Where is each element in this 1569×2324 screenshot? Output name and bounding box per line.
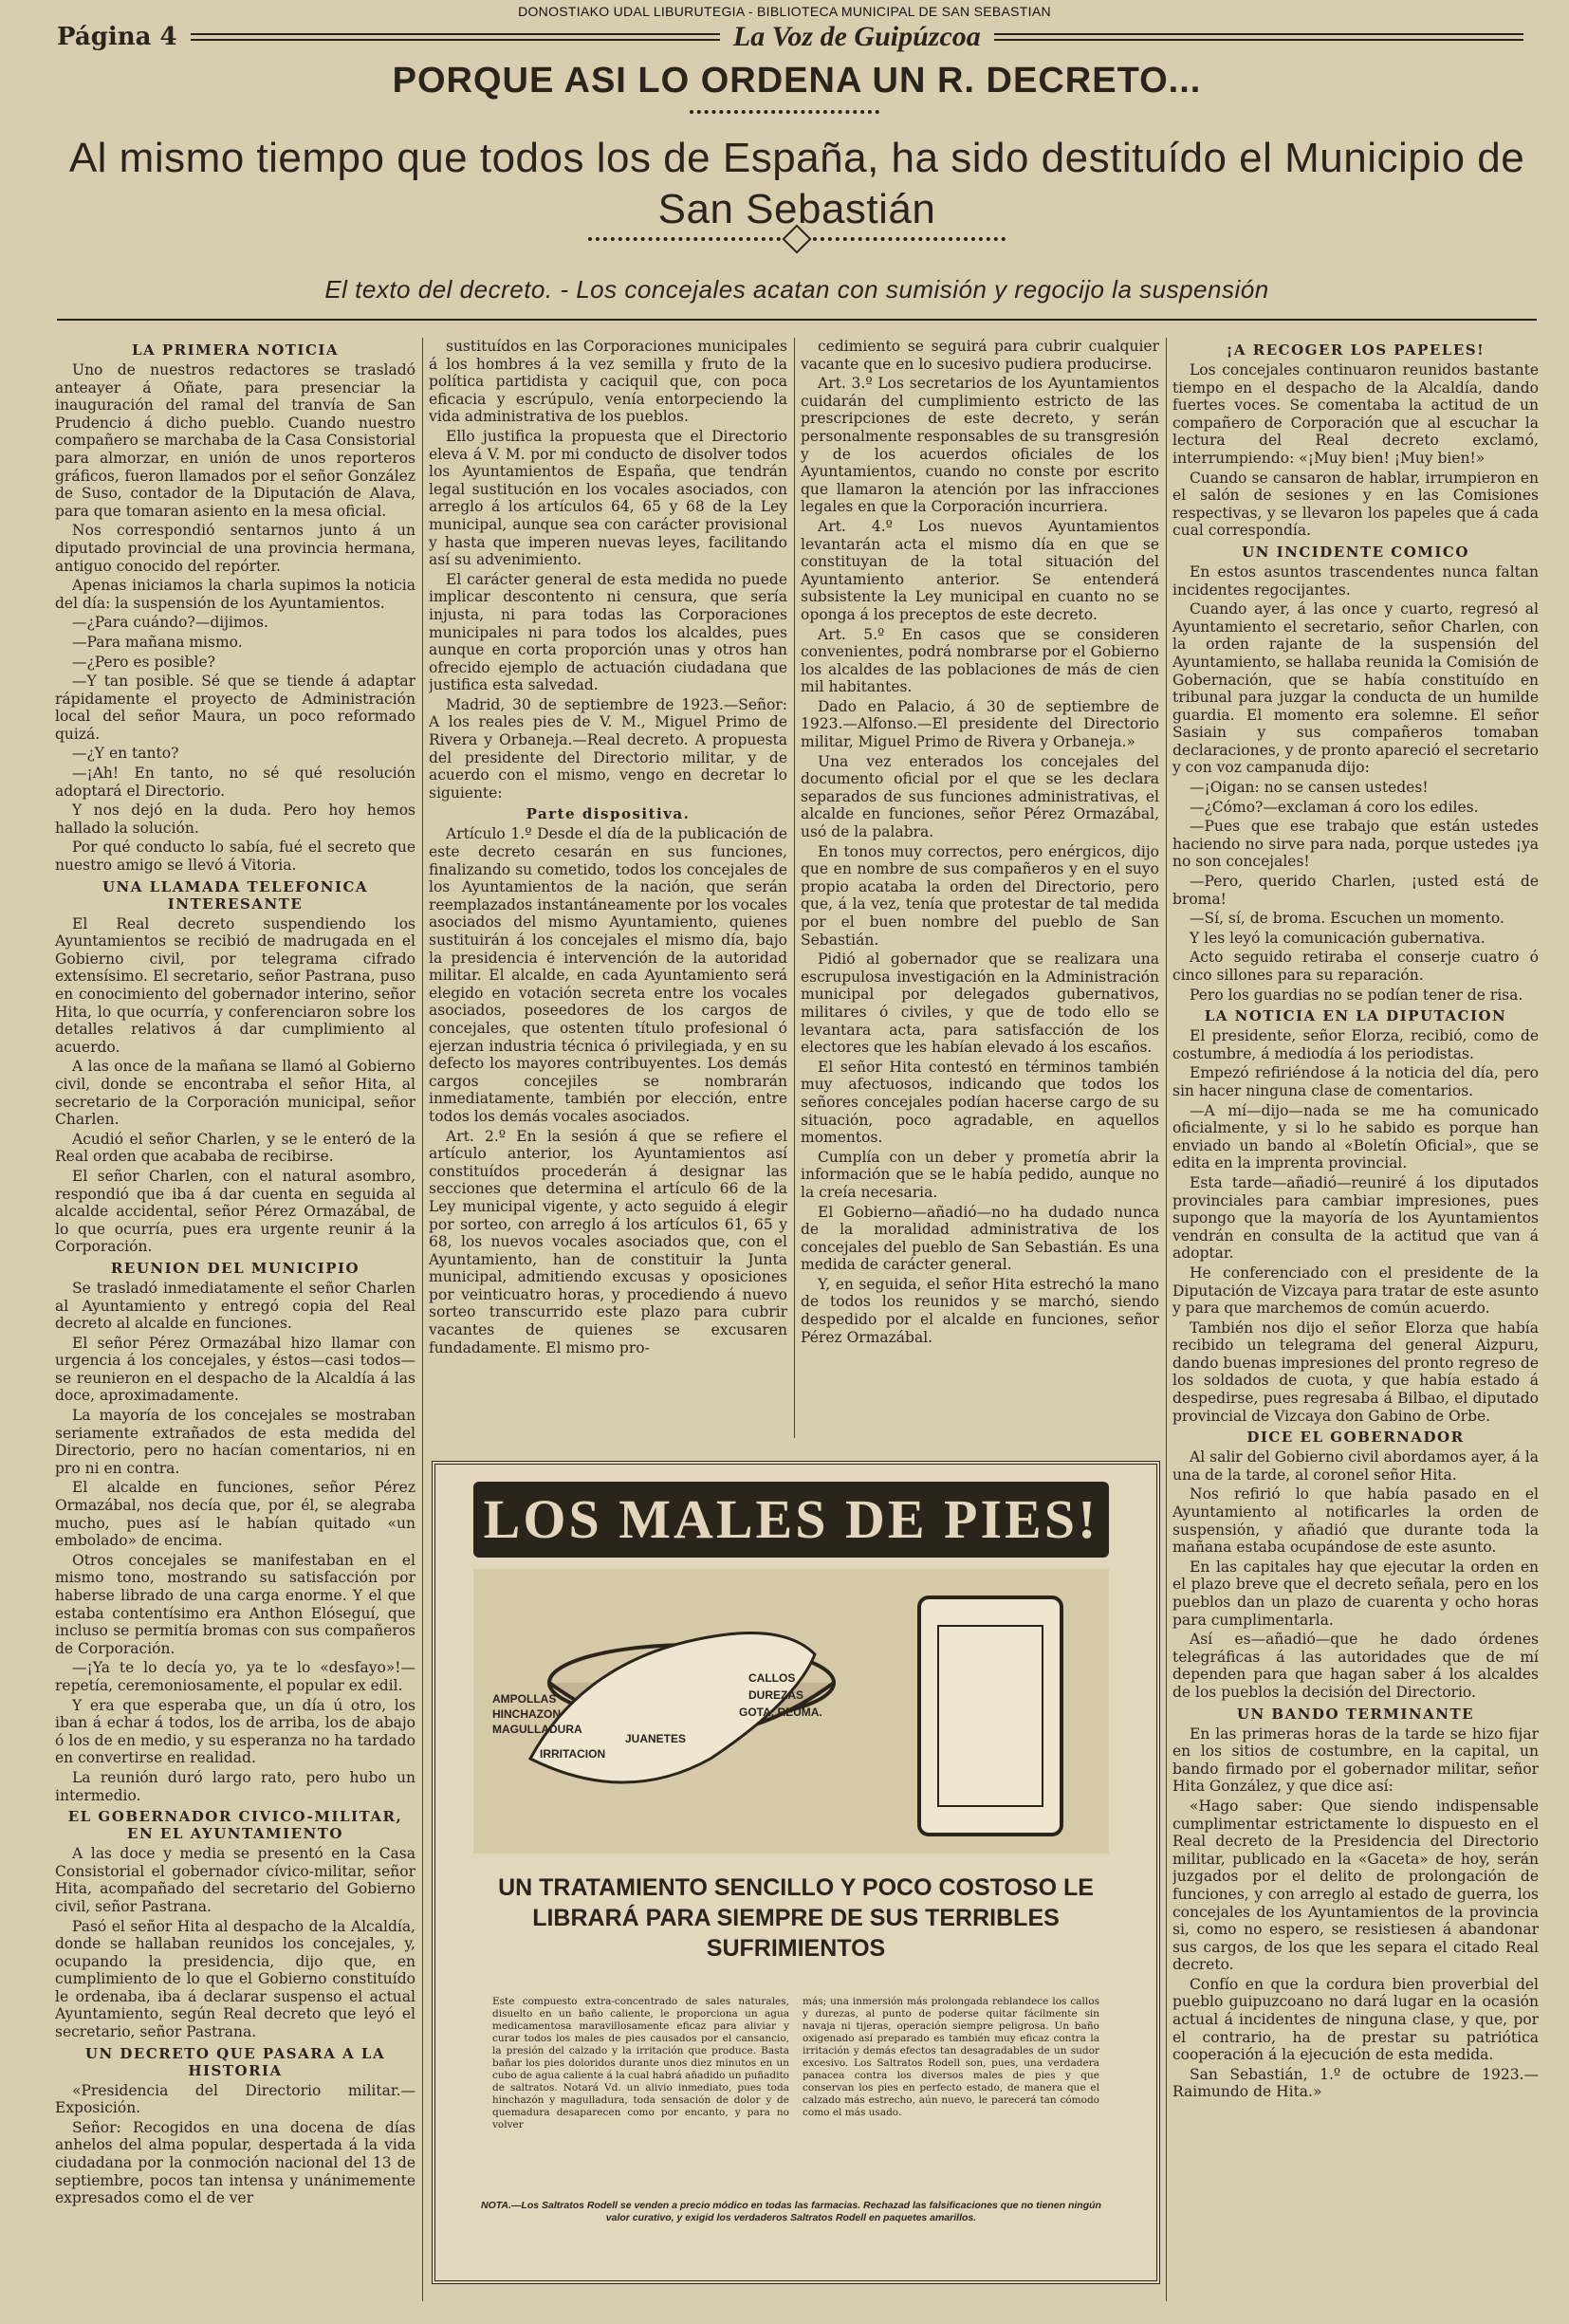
paragraph: —A mí—dijo—nada se me ha comunicado oficialmente, y si lo he sabido es porque han enviado un bando al «Boletín Oficial», que se edita en la imprenta provincial. — [1172, 1101, 1539, 1172]
ad-banner: LOS MALES DE PIES! — [473, 1482, 1109, 1558]
paragraph: Señor: Recogidos en una docena de días anhelos del alma popular, despertada á la vida ciudadana por la conmoción nacional del 13 de septiembre, pocos tan intensa y unánimemente expresados como el de ver — [55, 2118, 415, 2207]
paragraph: En tonos muy correctos, pero enérgicos, dijo que en nombre de sus compañeros y en el suyo propio acataba la orden del Directorio, pero que, á la vez, tenía que protestar de tal medida por el buen nombre del pueblo de San Sebastián. — [801, 842, 1159, 949]
paragraph: Acudió el señor Charlen, y se le enteró de la Real orden que acababa de recibirse. — [55, 1130, 415, 1166]
paragraph: Cumplía con un deber y prometía abrir la información que se le había pedido, aunque no la creía necesaria. — [801, 1148, 1159, 1201]
paragraph: sustituídos en las Corporaciones municipales á los hombres á la vez semilla y fruto de la política partidista y caciquil que, con poca eficacia y escrúpulo, venía entorpeciendo la vida administrativa de los pueblos. — [429, 338, 787, 426]
paragraph: Esta tarde—añadió—reuniré á los diputados provinciales para cambiar impresiones, pues supongo que la mayoría de los Ayuntamientos vendrán en consulta de la actitud que van á adoptar. — [1172, 1173, 1539, 1263]
ornament-divider — [588, 233, 1006, 245]
section-heading: LA NOTICIA EN LA DIPUTACION — [1204, 1007, 1507, 1025]
column-divider — [422, 338, 423, 2301]
paragraph: Art. 2.º En la sesión á que se refiere el artículo anterior, los Ayuntamientos así constituídos procederán á designar las secciones que determina el artículo 66 de la Ley municipal vigente, y acto seguido á elegir por sorteo, con arreglo á los artículos 61, 65 y 68, los nuevos vocales asociados que, con el Ayuntamiento, han de constituir la Junta municipal, admitiendo excusas y oposiciones por veinticuatro horas, y procediendo á nuevo sorteo transcurrido este plazo para cubrir vacantes de quienes se excusaren fundadamente. El mismo pro- — [429, 1127, 787, 1356]
paragraph: El presidente, señor Elorza, recibió, como de costumbre, á mediodía á los periodistas. — [1172, 1027, 1539, 1062]
paragraph: La mayoría de los concejales se mostraban seriamente extrañados de esta medida del Directorio, pero no hacían comentarios, ni en pro ni en contra. — [55, 1407, 415, 1477]
paragraph: Art. 3.º Los secretarios de los Ayuntamientos cuidarán del cumplimiento estricto de las prescripciones de este decreto, y serán personalmente responsables de su transgresión y de los acuerdos oficiales de los Ayuntamientos, cuando no conste por escrito que llamaron la atención por las infracciones legales en que la Corporación incurriera. — [801, 375, 1159, 516]
paragraph: El señor Hita contestó en términos también muy afectuosos, indicando que todos los señores concejales podían hacerse cargo de su situación, poco agradable, en aquellos momentos. — [801, 1058, 1159, 1147]
paragraph: El señor Charlen, con el natural asombro, respondió que iba á dar cuenta en seguida al alcalde accidental, señor Pérez Ormazábal, de lo que ocurría, pues era urgente reunir á la Corporación. — [55, 1167, 415, 1256]
paragraph: San Sebastián, 1.º de octubre de 1923.—Raimundo de Hita.» — [1172, 2065, 1539, 2101]
paragraph: Art. 5.º En casos que se consideren convenientes, podrá nombrarse por el Gobierno los alcaldes de las poblaciones de más de cien mil habitantes. — [801, 625, 1159, 696]
ad-note: NOTA.—Los Saltratos Rodell se venden a precio módico en todas las farmacias. Rechazad las falsificaciones que no tienen ningún valor curativo, y exigid los verdaderos Saltratos Rodell en paquetes amarillos. — [481, 2200, 1101, 2223]
paragraph: He conferenciado con el presidente de la Diputación de Vizcaya para tratar de este asunto y para que marchemos de común acuerdo. — [1172, 1263, 1539, 1318]
newspaper-title: La Voz de Guipúzcoa — [732, 21, 981, 52]
paragraph: Nos refirió lo que había pasado en el Ayuntamiento al notificarles la orden de suspensión, y añadió que durante toda la mañana estaba ocupándose de este asunto. — [1172, 1485, 1539, 1557]
paragraph: Pasó el señor Hita al despacho de la Alcaldía, donde se hallaban reunidos los concejales, y, ocupando la presidencia, dijo que, en cumplimiento de lo que el Gobierno constituído le ordenaba, iba á declarar suspenso el actual Ayuntamiento, según Real decreto que leyó el secretario, señor Pastrana. — [55, 1917, 415, 2041]
section-heading: UN INCIDENTE COMICO — [1242, 543, 1469, 561]
paragraph: —¿Para cuándo?—dijimos. — [72, 614, 268, 632]
ad-body-left: Este compuesto extra-concentrado de sales naturales, disuelto en un baño caliente, le proporciona un agua medicamentosa maravillosamente eficaz para aliviar y curar todos los males de pies causados por el cansancio, la presión del calzado y la irritación que produce. Basta bañar los pies doloridos durante unos diez minutos en un cubo de agua caliente á la cual habrá añadido un puñadito de saltratos. Notará Vd. un alivio inmediato, pues toda hinchazón y magulladura, toda sensación de dolor y de quemadura desaparecen como por encanto, y para no volver — [492, 1996, 789, 2130]
article-column-2 — [429, 338, 787, 1430]
paragraph: En las primeras horas de la tarde se hizo fijar en los sitios de costumbre, en la capital, un bando firmado por el gobernador militar, señor Hita González, y que dice así: — [1172, 1725, 1539, 1796]
masthead-rule-right — [994, 33, 1523, 41]
paragraph: En estos asuntos trascendentes nunca faltan incidentes regocijantes. — [1172, 563, 1539, 599]
headline-primary: PORQUE ASI LO ORDENA UN R. DECRETO... — [392, 61, 1202, 101]
paragraph: Y era que esperaba que, un día ú otro, los iban á echar á todos, los de arriba, los de abajo ó los de en medio, y su esperanza no ha tardado en convertirse en realidad. — [55, 1696, 415, 1767]
paragraph: «Presidencia del Directorio militar.—Exposición. — [55, 2081, 415, 2117]
paragraph: Pidió al gobernador que se realizara una escrupulosa investigación en la Administración municipal por delegados gubernativos, militares ó civiles, y que de todo ello se levantara acta, para satisfacción de los electores que les habían elevado á los escaños. — [801, 950, 1159, 1057]
column-divider — [794, 338, 795, 1438]
subheadline: El texto del decreto. - Los concejales acatan con sumisión y regocijo la suspensión — [324, 275, 1269, 304]
ad-headline: UN TRATAMIENTO SENCILLO Y POCO COSTOSO LE LIBRARÁ PARA SIEMPRE DE SUS TERRIBLES SUFRIMIENTOS — [498, 1874, 1094, 1962]
section-heading: Parte dispositiva. — [526, 805, 691, 823]
paragraph: —Pero, querido Charlen, ¡usted está de broma! — [1172, 873, 1539, 908]
ad-body-right: más; una inmersión más prolongada reblandece los callos y durezas, al punto de poderse quitar fácilmente sin navaja ni tijeras, operación siempre peligrosa. Un baño oxigenado así preparado es también muy eficaz contra la irritación y demás efectos tan desagradables de un sudor excesivo. Los Saltratos Rodell son, pues, una verdadera panacea contra los diversos males de pies y que conservan los pies en perfecto estado, de manera que el calzado más estrecho, aún nuevo, le parecerá tan cómodo como el más usado. — [803, 1996, 1099, 2118]
paragraph: Dado en Palacio, á 30 de septiembre de 1923.—Alfonso.—El presidente del Directorio militar, Miguel Primo de Rivera y Orbaneja.» — [801, 697, 1159, 751]
paragraph: Artículo 1.º Desde el día de la publicación de este decreto cesarán en sus funciones, finalizando su cometido, todos los concejales de los Ayuntamientos de la nación, que serán reemplazados instantáneamente por los vocales asociados del mismo Ayuntamiento, quienes sustituirán á los concejales el mismo día, bajo la presidencia é intervención de la autoridad militar. El alcalde, en cada Ayuntamiento será elegido en votación secreta entre los vocales asociados, poseedores de los cargos de concejales, que ostenten título profesional ó ejerzan industria técnica ó privilegiada, y en su defecto los mayores contribuyentes. Los demás cargos concejiles se nombrarán inmediatamente, también por elección, entre todos los demás vocales asociados. — [429, 825, 787, 1125]
paragraph: Acto seguido retiraba el conserje cuatro ó cinco sillones para su reparación. — [1172, 949, 1539, 984]
page-number: Página 4 — [57, 23, 177, 51]
paragraph: —¡Ya te lo decía yo, ya te lo «desfayo»!—repetía, ceremoniosamente, el popular ex edil. — [55, 1659, 415, 1694]
paragraph: Pero los guardias no se podían tener de risa. — [1190, 986, 1523, 1004]
section-heading: ¡A RECOGER LOS PAPELES! — [1226, 341, 1486, 359]
section-rule — [57, 319, 1537, 321]
paragraph: —Sí, sí, de broma. Escuchen un momento. — [1190, 910, 1504, 928]
section-heading: UNA LLAMADA TELEFONICA INTERESANTE — [102, 877, 369, 913]
paragraph: Otros concejales se manifestaban en el mismo tono, mostrando su satisfacción por haberse librado de una carga enorme. Y el que estaba contentísimo era Anthon Elóseguí, que incluso se permitía bromas con sus compañeros de Corporación. — [55, 1551, 415, 1657]
paragraph: Confío en que la cordura bien proverbial del pueblo guipuzcoano no dará lugar en la ocasión actual á incidentes de ninguna clase, y que, por el contrario, ha de prestar su patriótica cooperación á la ejecución de esta medida. — [1172, 1975, 1539, 2064]
column-divider — [1166, 338, 1167, 2301]
ad-label: DUREZAS — [748, 1688, 804, 1702]
paragraph: —¡Oigan: no se cansen ustedes! — [1190, 779, 1429, 797]
paragraph: También nos dijo el señor Elorza que había recibido un telegrama del general Aizpuru, dando buenas impresiones del pronto regreso de los soldados de cuota, y que había estado á despedirse, pues regresaba á Bilbao, el diputado provincial de Vizcaya don Gabino de Orbe. — [1172, 1319, 1539, 1425]
paragraph: —¡Ah! En tanto, no sé qué resolución adoptará el Directorio. — [55, 765, 415, 800]
paragraph: Ello justifica la propuesta que el Directorio eleva á V. M. por mi conducto de disolver todos los Ayuntamientos de España, que tendrán legal sustitución en los vocales asociados, con arreglo á los artículos 64, 65 y 68 de la Ley municipal, aunque sea con carácter provisional y hasta que imperen nuevas leyes, facilitando así su advenimiento. — [429, 427, 787, 569]
section-heading: REUNION DEL MUNICIPIO — [110, 1259, 360, 1277]
paragraph: Uno de nuestros redactores se trasladó anteayer á Oñate, para presenciar la inauguración del ramal del tranvía de San Prudencio á dicho pueblo. Cuando nuestro compañero se marchaba de la Casa Consistorial para almorzar, en unión de unos reporteros gráficos, fueron llamados por el señor González de Suso, contador de la Diputación de Alava, para que tomaran asiento en la mesa oficial. — [55, 361, 415, 520]
section-heading: EL GOBERNADOR CIVICO-MILITAR, EN EL AYUNTAMIENTO — [67, 1808, 403, 1843]
paragraph: cedimiento se seguirá para cubrir cualquier vacante que en lo sucesivo pudiera producirse. — [801, 338, 1159, 373]
section-heading: DICE EL GOBERNADOR — [1246, 1429, 1465, 1447]
ad-label: HINCHAZON — [492, 1707, 561, 1721]
paragraph: Por qué conducto lo sabía, fué el secreto que nuestro amigo se llevó á Vitoria. — [55, 839, 415, 875]
paragraph: —Para mañana mismo. — [72, 633, 243, 651]
paragraph: —Y tan posible. Sé que se tiende á adaptar rápidamente el proyecto de Administración local del señor Maura, un poco reformado quizá. — [55, 673, 415, 743]
section-heading: UN DECRETO QUE PASARA A LA HISTORIA — [84, 2044, 386, 2079]
paragraph: Al salir del Gobierno civil abordamos ayer, á la una de la tarde, al coronel señor Hita. — [1172, 1448, 1539, 1484]
paragraph: A las doce y media se presentó en la Casa Consistorial el gobernador cívico-militar, señor Hita, acompañado del secretario del Gobierno civil, señor Pastrana. — [55, 1845, 415, 1915]
archive-header: DONOSTIAKO UDAL LIBURUTEGIA - BIBLIOTECA MUNICIPAL DE SAN SEBASTIAN — [518, 4, 1051, 19]
headline-main: Al mismo tiempo que todos los de España, ha sido destituído el Municipio de San Sebastián — [68, 135, 1525, 232]
advertisement — [432, 1461, 1160, 2284]
ad-label: AMPOLLAS — [492, 1692, 557, 1706]
masthead-rule-left — [191, 33, 720, 41]
paragraph: Y, en seguida, el señor Hita estrechó la mano de todos los reunidos y se marchó, siendo despedido por el alcalde en funciones, señor Pérez Ormazábal. — [801, 1275, 1159, 1346]
paragraph: «Hago saber: Que siendo indispensable cumplimentar estrictamente lo dispuesto en el Real decreto de la Presidencia del Directorio militar, publicado en la «Gaceta» de hoy, serán juzgados por el delito de prolongación de funciones, y con arreglo al estado de guerra, los concejales de los Ayuntamientos de la provincia si, como no espero, se resistiesen á abandonar sus cargos, de los que les separa el citado Real decreto. — [1172, 1797, 1539, 1974]
paragraph: Art. 4.º Los nuevos Ayuntamientos levantarán acta el mismo día en que se constituyan de la total situación del Ayuntamiento anterior. Se entenderá subsistente la Ley municipal en cuanto no se oponga á los preceptos de este decreto. — [801, 517, 1159, 623]
ad-label: IRRITACION — [540, 1747, 606, 1761]
ad-label: GOTA, REUMA. — [739, 1706, 822, 1719]
paragraph: —¿Y en tanto? — [72, 745, 179, 763]
paragraph: —Pues que ese trabajo que están ustedes haciendo no sirve para nada, porque ustedes ¡ya no son concejales! — [1172, 818, 1539, 871]
paragraph: —¿Pero es posible? — [72, 653, 215, 671]
paragraph: Los concejales continuaron reunidos bastante tiempo en el despacho de la Alcaldía, dando fuertes voces. Se comentaba la actitud de un compañero de Corporación que al escuchar la lectura del Real decreto exclamó, interrumpiendo: «¡Muy bien! ¡Muy bien!» — [1172, 361, 1539, 467]
section-heading: LA PRIMERA NOTICIA — [131, 341, 340, 359]
paragraph: Empezó refiriéndose á la noticia del día, pero sin hacer ninguna clase de comentarios. — [1172, 1064, 1539, 1099]
section-heading: UN BANDO TERMINANTE — [1236, 1705, 1475, 1723]
paragraph: Se trasladó inmediatamente el señor Charlen al Ayuntamiento y entregó copia del Real decreto al alcalde en funciones. — [55, 1279, 415, 1333]
paragraph: Y nos dejó en la duda. Pero hoy hemos hallado la solución. — [55, 802, 415, 837]
paragraph: Nos correspondió sentarnos junto á un diputado provincial de una provincia hermana, antiguo conocido del repórter. — [55, 522, 415, 575]
paragraph: El alcalde en funciones, señor Pérez Ormazábal, nos decía que, por él, se alegraba mucho, pues así le habían quitado «un embolado» de encima. — [55, 1479, 415, 1550]
paragraph: En las capitales hay que ejecutar la orden en el plazo breve que el decreto señala, pero en los pueblos dan un plazo de cuarenta y ocho horas para cumplimentarla. — [1172, 1558, 1539, 1629]
ad-label: MAGULLADURA — [492, 1723, 582, 1736]
paragraph: El señor Pérez Ormazábal hizo llamar con urgencia á los concejales, y éstos—casi todos—se reunieron en el despacho de la Alcaldía á las doce, aproximadamente. — [55, 1334, 415, 1405]
paragraph: Apenas iniciamos la charla supimos la noticia del día: la suspensión de los Ayuntamientos. — [55, 577, 415, 612]
ad-label: CALLOS — [748, 1671, 796, 1685]
ad-label: JUANETES — [625, 1732, 687, 1745]
ad-body — [492, 1996, 1099, 2131]
paragraph: El carácter general de esta medida no puede implicar descontento ni censura, que sería injusta, ni para todas las Corporaciones municipales ni para todos los alcaldes, pues aunque en corta proporción unas y otros han ofrecido ejemplo de actuación ciudadana que justifica esta salvedad. — [429, 570, 787, 694]
paragraph: El Gobierno—añadió—no ha dudado nunca de la moralidad administrativa de los concejales del pueblo de San Sebastián. Es una medida de carácter general. — [801, 1203, 1159, 1274]
paragraph: A las once de la mañana se llamó al Gobierno civil, donde se encontraba el señor Hita, al secretario de la Corporación municipal, señor Charlen. — [55, 1058, 415, 1129]
paragraph: Cuando se cansaron de hablar, irrumpieron en el salón de sesiones y en las Comisiones respectivas, y se llevaron los papeles que á cada cual correspondía. — [1172, 469, 1539, 540]
paragraph: Una vez enterados los concejales del documento oficial por el que se les declara separados de sus funciones administrativas, el alcalde en funciones, señor Pérez Ormazábal, usó de la palabra. — [801, 752, 1159, 841]
article-column-3 — [801, 338, 1159, 1430]
article-column-4 — [1172, 338, 1539, 2301]
paragraph: La reunión duró largo rato, pero hubo un intermedio. — [55, 1768, 415, 1804]
paragraph: —¿Cómo?—exclaman á coro los ediles. — [1190, 798, 1479, 816]
divider-dots — [690, 110, 879, 114]
paragraph: Cuando ayer, á las once y cuarto, regresó al Ayuntamiento el secretario, señor Charlen, con la orden rajante de la suspensión del Ayuntamiento, se hallaba reunida la Comisión de Gobernación, que se había constituído en tribunal para juzgar la conducta de un humilde guardia. El momento era solemne. El señor Sasiain y sus compañeros tomaban declaraciones, y de pronto apareció el secretario y con voz campanuda dijo: — [1172, 600, 1539, 777]
paragraph: El Real decreto suspendiendo los Ayuntamientos se recibió de madrugada en el Gobierno civil, por telegrama cifrado extensísimo. El secretario, señor Pastrana, puso en conocimiento del gobernador interino, señor Hita, lo que ocurría, y conferenciaron sobre los detalles relativos á dar cumplimiento al acuerdo. — [55, 914, 415, 1056]
paragraph: Madrid, 30 de septiembre de 1923.—Señor: A los reales pies de V. M., Miguel Primo de Rivera y Orbaneja.—Real decreto. A propuesta del presidente del Directorio militar, y de acuerdo con el mismo, vengo en decretar lo siguiente: — [429, 695, 787, 802]
paragraph: Y les leyó la comunicación gubernativa. — [1190, 929, 1486, 947]
article-column-1 — [55, 338, 415, 2301]
masthead — [57, 21, 1537, 53]
paragraph: Así es—añadió—que he dado órdenes telegráficas á las autoridades que de mí dependen para que hagan saber á los alcaldes de los pueblos la decisión del Directorio. — [1172, 1631, 1539, 1701]
